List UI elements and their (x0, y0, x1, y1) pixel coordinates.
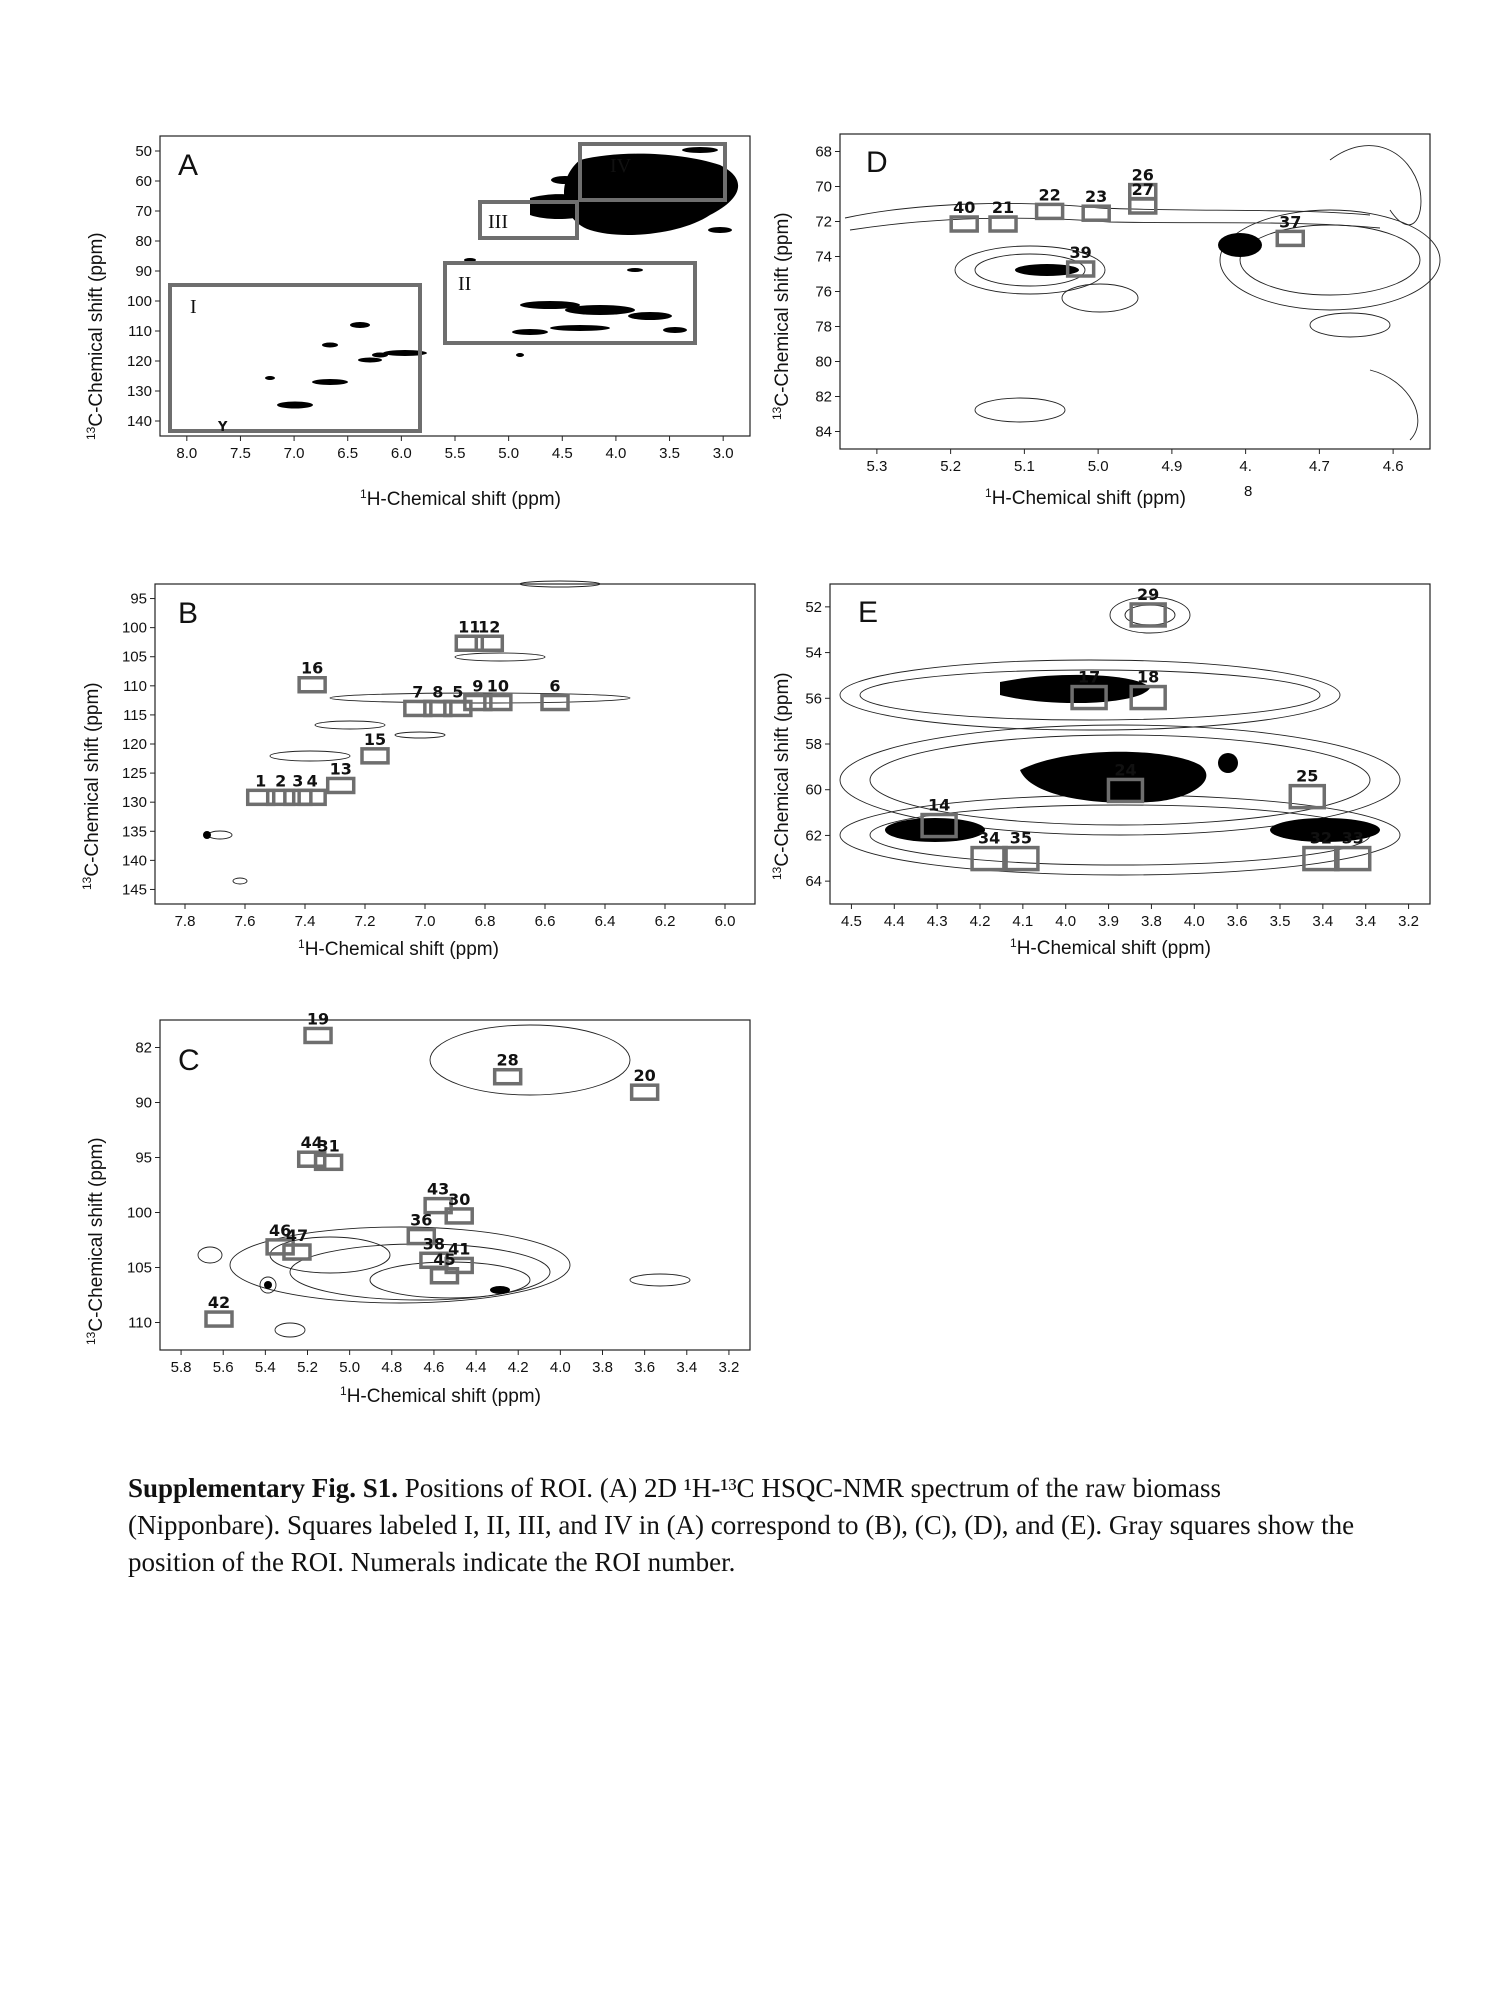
panel-c-x-ticks (171, 1350, 740, 1376)
roi-label: 37 (1279, 212, 1302, 232)
panel-c-y-axis-label: $^{13}$C-Chemical shift (ppm) (84, 1137, 107, 1345)
panel-a-svg (60, 120, 780, 530)
roi-label: 34 (977, 828, 1001, 848)
roi-label: 47 (285, 1226, 309, 1246)
x-tick-label: 3.6 (634, 1359, 656, 1376)
panel-c-plot-frame (160, 1020, 750, 1350)
x-tick-label: 5.3 (866, 458, 888, 475)
x-tick-label: 3.8 (1140, 913, 1162, 930)
roi-label: 7 (412, 682, 424, 702)
roi-label: 36 (410, 1210, 433, 1230)
roi-label: 18 (1137, 667, 1160, 687)
x-tick-label: 4.4 (883, 913, 905, 930)
x-tick-label: 4.0 (605, 445, 627, 462)
y-tick-label: 110 (128, 323, 152, 340)
roi-label: 14 (927, 795, 951, 815)
roi-label: 11 (458, 617, 481, 637)
x-tick-label: 7.2 (354, 913, 376, 930)
x-tick-label: 5.0 (498, 445, 520, 462)
panel-d-letter: D (866, 146, 888, 179)
roi-label: 17 (1077, 667, 1101, 687)
x-tick-label: 7.6 (234, 913, 256, 930)
y-tick-label: 110 (123, 677, 147, 695)
x-tick-label: 5.0 (1087, 458, 1109, 475)
panel-a-y-axis-label: $^{13}$C-Chemical shift (ppm) (84, 232, 107, 440)
roi-label: 4 (306, 771, 318, 791)
roi-label: 19 (306, 1009, 330, 1029)
x-tick-label: 4.9 (1161, 458, 1183, 475)
panel-b-x-axis-label: $^1$H-Chemical shift (ppm) (298, 937, 499, 960)
x-tick-label: 4.6 (423, 1359, 445, 1376)
panel-d-x-axis-label: $^1$H-Chemical shift (ppm) (985, 486, 1186, 509)
x-tick-label: 4.8 (381, 1359, 403, 1376)
y-tick-label: 52 (805, 598, 822, 616)
x-tick-label: 3.4 (1312, 913, 1334, 930)
panel-c-letter: C (178, 1044, 200, 1077)
x-tick-label: 3.5 (1269, 913, 1291, 930)
panel-e-plot-frame (830, 584, 1430, 904)
x-tick-label: 5.0 (339, 1359, 361, 1376)
y-tick-label: 110 (128, 1314, 152, 1332)
roi-label: 23 (1085, 187, 1108, 207)
panel-c-svg (60, 1010, 780, 1420)
roi-label: 42 (207, 1293, 231, 1313)
y-tick-label: 140 (121, 852, 147, 870)
panel-e-x-ticks (841, 904, 1419, 930)
y-tick-label: 120 (126, 353, 152, 370)
x-tick-label: 4.1 (1012, 913, 1034, 930)
roi-label: 6 (549, 676, 561, 696)
x-tick-label: 3.8 (592, 1359, 613, 1376)
x-tick-label: 4.5 (551, 445, 573, 462)
roi-label: 10 (486, 676, 509, 696)
y-tick-label: 90 (135, 1094, 152, 1112)
caption-label: Supplementary Fig. S1. (128, 1473, 399, 1503)
x-tick-label: 3.9 (1098, 913, 1120, 930)
panel-a-region-iv-label: IV (610, 155, 632, 177)
x-tick-label: 3.4 (676, 1359, 698, 1376)
panel-e-letter: E (858, 596, 879, 629)
roi-label: 25 (1296, 766, 1319, 786)
y-tick-label: 125 (121, 765, 147, 783)
panel-a-x-axis-label: $^1$H-Chemical shift (ppm) (360, 487, 561, 510)
panel-b (60, 570, 780, 970)
x-tick-label: 4.4 (465, 1359, 487, 1376)
panel-a-region-iii-label: III (488, 211, 508, 233)
x-tick-label: 4.7 (1308, 458, 1330, 475)
x-tick-label: 4.3 (926, 913, 948, 930)
y-tick-label: 62 (805, 827, 822, 845)
x-tick-label: 7.0 (414, 913, 436, 930)
y-tick-label: 68 (815, 143, 832, 161)
roi-label: 43 (427, 1179, 450, 1199)
y-tick-label: 70 (815, 178, 832, 196)
y-tick-label: 64 (805, 873, 822, 891)
panel-d-x-ticks (866, 449, 1403, 475)
roi-label: 35 (1009, 828, 1033, 848)
x-tick-label: 3.6 (1226, 913, 1248, 930)
y-tick-label: 50 (135, 143, 152, 160)
panel-b-svg (60, 570, 780, 970)
x-tick-label: 5.4 (254, 1359, 276, 1376)
roi-label: 1 (255, 771, 267, 791)
y-tick-label: 145 (121, 881, 147, 899)
x-tick-label: 4. (1239, 458, 1252, 475)
y-tick-label: 82 (815, 388, 832, 406)
y-tick-label: 95 (135, 1149, 152, 1167)
roi-label: 44 (300, 1133, 323, 1153)
x-tick-label: 3.4 (1355, 913, 1377, 930)
roi-label: 40 (953, 198, 976, 217)
y-tick-label: 130 (126, 383, 152, 400)
roi-label: 39 (1069, 243, 1092, 262)
y-tick-label: 135 (121, 823, 147, 841)
y-tick-label: 76 (815, 283, 832, 301)
panel-a-region-i-label: I (190, 296, 197, 318)
y-tick-label: 78 (815, 318, 832, 336)
x-tick-label: 5.6 (212, 1359, 234, 1376)
roi-label: 9 (472, 676, 484, 696)
roi-label: 15 (363, 729, 387, 749)
y-tick-label: 140 (126, 413, 152, 430)
x-tick-label: 4.0 (1183, 913, 1205, 930)
panel-e-svg (770, 570, 1470, 970)
panel-b-y-axis-label: $^{13}$C-Chemical shift (ppm) (80, 682, 103, 890)
x-tick-label: 4.0 (1055, 913, 1077, 930)
panel-d-y-axis-label: $^{13}$C-Chemical shift (ppm) (770, 212, 793, 420)
x-tick-label: 6.4 (594, 913, 616, 930)
panel-c (60, 1010, 780, 1420)
x-tick-label: 6.0 (714, 913, 736, 930)
roi-label: 32 (1309, 828, 1333, 848)
x-tick-label: 5.8 (170, 1359, 192, 1376)
panel-e-y-ticks (805, 599, 830, 890)
y-tick-label: 84 (815, 423, 832, 441)
roi-label: 31 (317, 1136, 340, 1156)
y-tick-label: 80 (135, 233, 152, 250)
y-tick-label: 72 (815, 213, 832, 231)
x-tick-label: 6.5 (337, 445, 359, 462)
panel-c-y-ticks (127, 1040, 160, 1332)
x-tick-label: 4.2 (969, 913, 991, 930)
x-tick-label: 6.8 (474, 913, 496, 930)
roi-label: 24 (1114, 760, 1137, 780)
x-tick-label: 7.4 (294, 913, 316, 930)
panel-d-svg (770, 120, 1470, 520)
x-tick-label: 4.6 (1382, 458, 1404, 475)
roi-label: 13 (329, 759, 352, 779)
roi-label: 29 (1137, 584, 1160, 604)
roi-label: 30 (448, 1189, 471, 1209)
panel-d (770, 120, 1470, 520)
y-tick-label: 120 (121, 736, 147, 753)
panel-a-x-ticks (176, 436, 733, 462)
x-tick-label: 7.0 (283, 445, 305, 462)
y-tick-label: 70 (135, 203, 152, 220)
panel-b-plot-frame (155, 584, 755, 904)
x-tick-label: 5.2 (940, 458, 962, 475)
roi-label: 45 (433, 1249, 456, 1269)
panel-b-y-ticks (122, 591, 155, 899)
x-tick-label: 3.5 (659, 445, 680, 462)
x-tick-label: 6.0 (390, 445, 412, 462)
y-tick-label: 60 (135, 173, 152, 190)
x-tick-label: 5.1 (1013, 458, 1035, 475)
x-tick-label: 6.6 (534, 913, 556, 930)
panel-b-x-ticks (175, 904, 736, 930)
x-tick-label: 4.0 (549, 1359, 571, 1376)
x-tick-label: 3.2 (1398, 913, 1420, 930)
panel-d-y-ticks (815, 144, 840, 441)
y-tick-label: 105 (126, 1259, 152, 1277)
panel-a-region-ii-label: II (458, 273, 472, 295)
y-tick-label: 56 (805, 690, 822, 708)
x-tick-label: 7.5 (230, 445, 251, 462)
x-tick-label: 8.0 (176, 445, 198, 462)
roi-label: 20 (633, 1066, 656, 1086)
roi-label: 3 (292, 771, 304, 791)
x-tick-label: 5.5 (444, 445, 466, 462)
panel-a-letter: A (178, 149, 199, 182)
panel-e-x-axis-label: $^1$H-Chemical shift (ppm) (1010, 936, 1211, 959)
roi-label: 26 (1131, 165, 1154, 185)
x-tick-label: 5.2 (297, 1359, 318, 1376)
panel-a (60, 120, 780, 530)
y-tick-label: 74 (815, 248, 832, 266)
panel-d-x-tick-suffix: 8 (1244, 483, 1253, 500)
x-tick-label: 4.5 (840, 913, 862, 930)
roi-label: 21 (991, 198, 1015, 217)
y-tick-label: 100 (126, 1204, 152, 1222)
panel-a-mark: Y (218, 420, 228, 435)
y-tick-label: 80 (815, 353, 832, 371)
y-tick-label: 130 (121, 794, 147, 812)
panel-c-x-axis-label: $^1$H-Chemical shift (ppm) (340, 1384, 541, 1407)
panel-e-y-axis-label: $^{13}$C-Chemical shift (ppm) (770, 672, 793, 880)
roi-label: 46 (268, 1220, 292, 1240)
roi-label: 22 (1038, 185, 1061, 205)
roi-label: 8 (432, 682, 444, 702)
roi-label: 27 (1131, 180, 1154, 199)
caption-text: Positions of ROI. (A) 2D ¹H-¹³C HSQC-NMR spectrum of the raw biomass (Nipponbare). Squares labeled I, II, III, and IV in (A) correspond to (B), (C), (D), and (E). Gray squares show the position of the ROI. Numerals indicate the ROI number. (128, 1473, 1355, 1577)
roi-label: 2 (275, 771, 287, 791)
y-tick-label: 60 (805, 781, 822, 799)
y-tick-label: 100 (121, 619, 147, 637)
figure-caption (128, 1470, 1358, 1581)
panel-b-letter: B (178, 597, 199, 630)
panel-a-y-ticks (127, 143, 160, 430)
x-tick-label: 4.2 (507, 1359, 529, 1376)
y-tick-label: 90 (135, 263, 152, 280)
y-tick-label: 115 (123, 706, 147, 724)
roi-label: 28 (496, 1050, 519, 1070)
roi-label: 38 (422, 1234, 446, 1254)
y-tick-label: 58 (805, 736, 822, 753)
y-tick-label: 105 (121, 648, 147, 666)
roi-label: 16 (301, 658, 324, 678)
y-tick-label: 100 (126, 293, 152, 310)
x-tick-label: 7.8 (174, 913, 196, 930)
y-tick-label: 95 (130, 590, 147, 608)
roi-label: 33 (1341, 828, 1364, 848)
x-tick-label: 3.0 (712, 445, 734, 462)
x-tick-label: 3.2 (718, 1359, 740, 1376)
roi-label: 5 (452, 682, 464, 702)
panel-e (770, 570, 1470, 970)
y-tick-label: 54 (805, 644, 822, 662)
y-tick-label: 82 (135, 1039, 152, 1057)
x-tick-label: 6.2 (654, 913, 676, 930)
roi-label: 12 (478, 617, 501, 637)
roi-label: 41 (448, 1239, 471, 1259)
